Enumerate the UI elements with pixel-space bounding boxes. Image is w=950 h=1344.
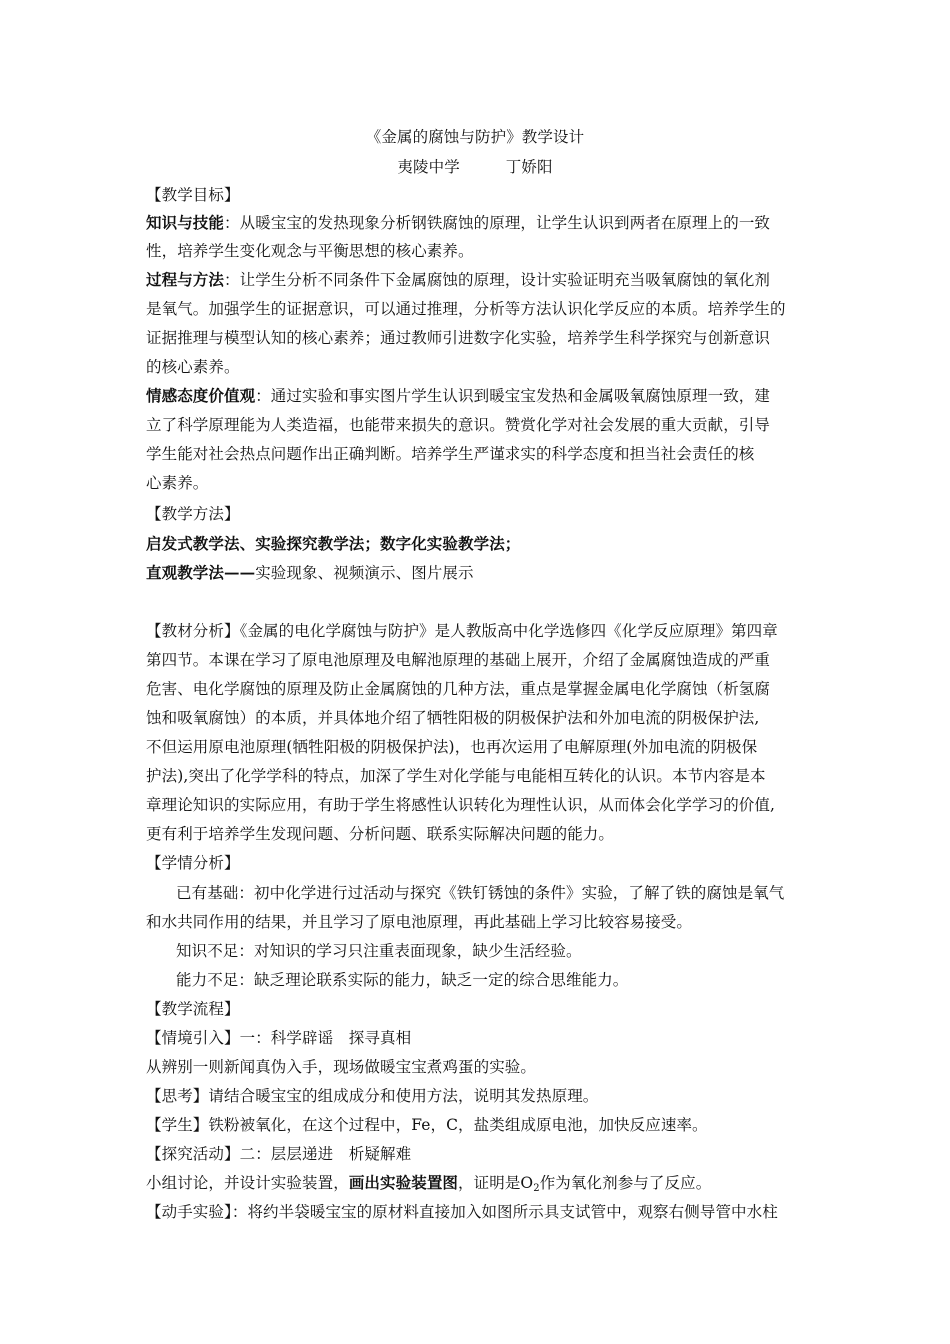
flow-student-text: 铁粉被氧化，在这个过程中，Fe，C，盐类组成原电池，加快反应速率。 — [208, 1116, 708, 1134]
flow-group-text-3: 作为氧化剂参与了反应。 — [539, 1174, 712, 1192]
material-heading: 【教材分析】 — [146, 622, 240, 640]
material-line-8: 更有利于培养学生发现问题、分析问题、联系实际解决问题的能力。 — [146, 825, 615, 843]
emotion-values-line-2: 立了科学原理能为人类造福，也能带来损失的意识。赞赏化学对社会发展的重大贡献，引导 — [146, 416, 771, 434]
flow-intro-tag: 【情境引入】 — [146, 1029, 240, 1047]
process-method-line-1 — [146, 270, 826, 290]
flow-handson-line — [146, 1202, 826, 1222]
flow-student-line — [146, 1115, 826, 1135]
material-line-2: 第四节。本课在学习了原电池原理及电解池原理的基础上展开，介绍了金属腐蚀造成的严重 — [146, 651, 771, 669]
material-text: 《金属的电化学腐蚀与防护》是人教版高中化学选修四《化学反应原理》第四章 — [239, 622, 778, 640]
emotion-values-label: 情感态度价值观 — [146, 386, 256, 405]
flow-heading: 【教学流程】 — [146, 1000, 240, 1018]
methods-heading: 【教学方法】 — [146, 505, 240, 523]
flow-handson-tag: 【动手实验】 — [146, 1203, 232, 1221]
process-method-line-3: 证据推理与模型认知的核心素养；通过教师引进数字化实验，培养学生科学探究与创新意识 — [146, 329, 771, 347]
direct-method-text: 实验现象、视频演示、图片展示 — [255, 564, 474, 582]
flow-group-text-2: ，证明是O — [458, 1174, 534, 1192]
flow-group-emphasis: 画出实验装置图 — [348, 1173, 459, 1192]
school-name: 夷陵中学 — [397, 158, 460, 176]
process-method-text: ：让学生分析不同条件下金属腐蚀的原理，设计实验证明充当吸氧腐蚀的氧化剂 — [224, 271, 771, 289]
material-line-3: 危害、电化学腐蚀的原理及防止金属腐蚀的几种方法，重点是掌握金属电化学腐蚀（析氢腐 — [146, 680, 771, 698]
author-name: 丁娇阳 — [505, 158, 553, 176]
flow-intro-line — [146, 1028, 826, 1048]
knowledge-skills-line-1 — [146, 213, 826, 233]
flow-think-line — [146, 1086, 826, 1106]
material-line-4: 蚀和吸氧腐蚀）的本质，并具体地介绍了牺牲阳极的阴极保护法和外加电流的阴极保护法, — [146, 709, 760, 727]
material-line-7: 章理论知识的实际应用，有助于学生将感性认识转化为理性认识，从而体会化学学习的价值, — [146, 796, 776, 814]
knowledge-skills-label: 知识与技能 — [146, 213, 225, 232]
students-heading: 【学情分析】 — [146, 854, 240, 872]
knowledge-skills-line-2: 性，培养学生变化观念与平衡思想的核心素养。 — [146, 242, 474, 260]
direct-method-label: 直观教学法—— — [146, 563, 256, 582]
flow-student-tag: 【学生】 — [146, 1116, 209, 1134]
emotion-values-line-3: 学生能对社会热点问题作出正确判断。培养学生严谨求实的科学态度和担当社会责任的核 — [146, 445, 755, 463]
oxygen-subscript: 2 — [533, 1183, 540, 1194]
emotion-values-text: ：通过实验和事实图片学生认识到暖宝宝发热和金属吸氧腐蚀原理一致，建 — [255, 387, 771, 405]
flow-explore-text: 二：层层递进 析疑解难 — [239, 1145, 412, 1163]
emotion-values-line-4: 心素养。 — [146, 474, 209, 492]
author-line — [0, 157, 950, 177]
students-knowledge-gap: 知识不足：对知识的学习只注重表面现象，缺少生活经验。 — [176, 942, 582, 960]
knowledge-skills-text: ：从暖宝宝的发热现象分析钢铁腐蚀的原理，让学生认识到两者在原理上的一致 — [224, 214, 771, 232]
flow-explore-tag: 【探究活动】 — [146, 1145, 240, 1163]
material-line-6: 护法),突出了化学学科的特点，加深了学生对化学能与电能相互转化的认识。本节内容是本 — [146, 767, 766, 785]
process-method-line-2: 是氧气。加强学生的证据意识，可以通过推理，分析等方法认识化学反应的本质。培养学生的 — [146, 300, 786, 318]
process-method-label: 过程与方法 — [146, 270, 225, 289]
document-title: 《金属的腐蚀与防护》教学设计 — [365, 128, 585, 146]
students-basis-line-1: 已有基础：初中化学进行过活动与探究《铁钉锈蚀的条件》实验，了解了铁的腐蚀是氧气 — [176, 884, 785, 902]
students-ability-gap: 能力不足：缺乏理论联系实际的能力，缺乏一定的综合思维能力。 — [176, 971, 629, 989]
flow-group-text: 小组讨论，并设计实验装置， — [146, 1174, 349, 1192]
flow-handson-text: ：将约半袋暖宝宝的原材料直接加入如图所示具支试管中，观察右侧导管中水柱 — [231, 1203, 778, 1221]
flow-explore-line — [146, 1144, 826, 1164]
emotion-values-line-1 — [146, 386, 826, 406]
flow-intro-detail: 从辨别一则新闻真伪入手，现场做暖宝宝煮鸡蛋的实验。 — [146, 1058, 537, 1076]
flow-intro-text: 一：科学辟谣 探寻真相 — [239, 1029, 412, 1047]
methods-line-2 — [146, 563, 826, 583]
process-method-line-4: 的核心素养。 — [146, 358, 240, 376]
students-basis-line-2: 和水共同作用的结果，并且学习了原电池原理，再此基础上学习比较容易接受。 — [146, 913, 693, 931]
objectives-heading: 【教学目标】 — [146, 186, 240, 204]
flow-group-line — [146, 1173, 826, 1193]
material-line-5: 不但运用原电池原理(牺牲阳极的阴极保护法)，也再次运用了电解原理(外加电流的阴极保 — [146, 738, 758, 756]
methods-line-1: 启发式教学法、实验探究教学法；数字化实验教学法； — [146, 534, 521, 553]
material-line-1 — [146, 621, 826, 641]
flow-think-text: 请结合暖宝宝的组成成分和使用方法，说明其发热原理。 — [208, 1087, 599, 1105]
flow-think-tag: 【思考】 — [146, 1087, 209, 1105]
